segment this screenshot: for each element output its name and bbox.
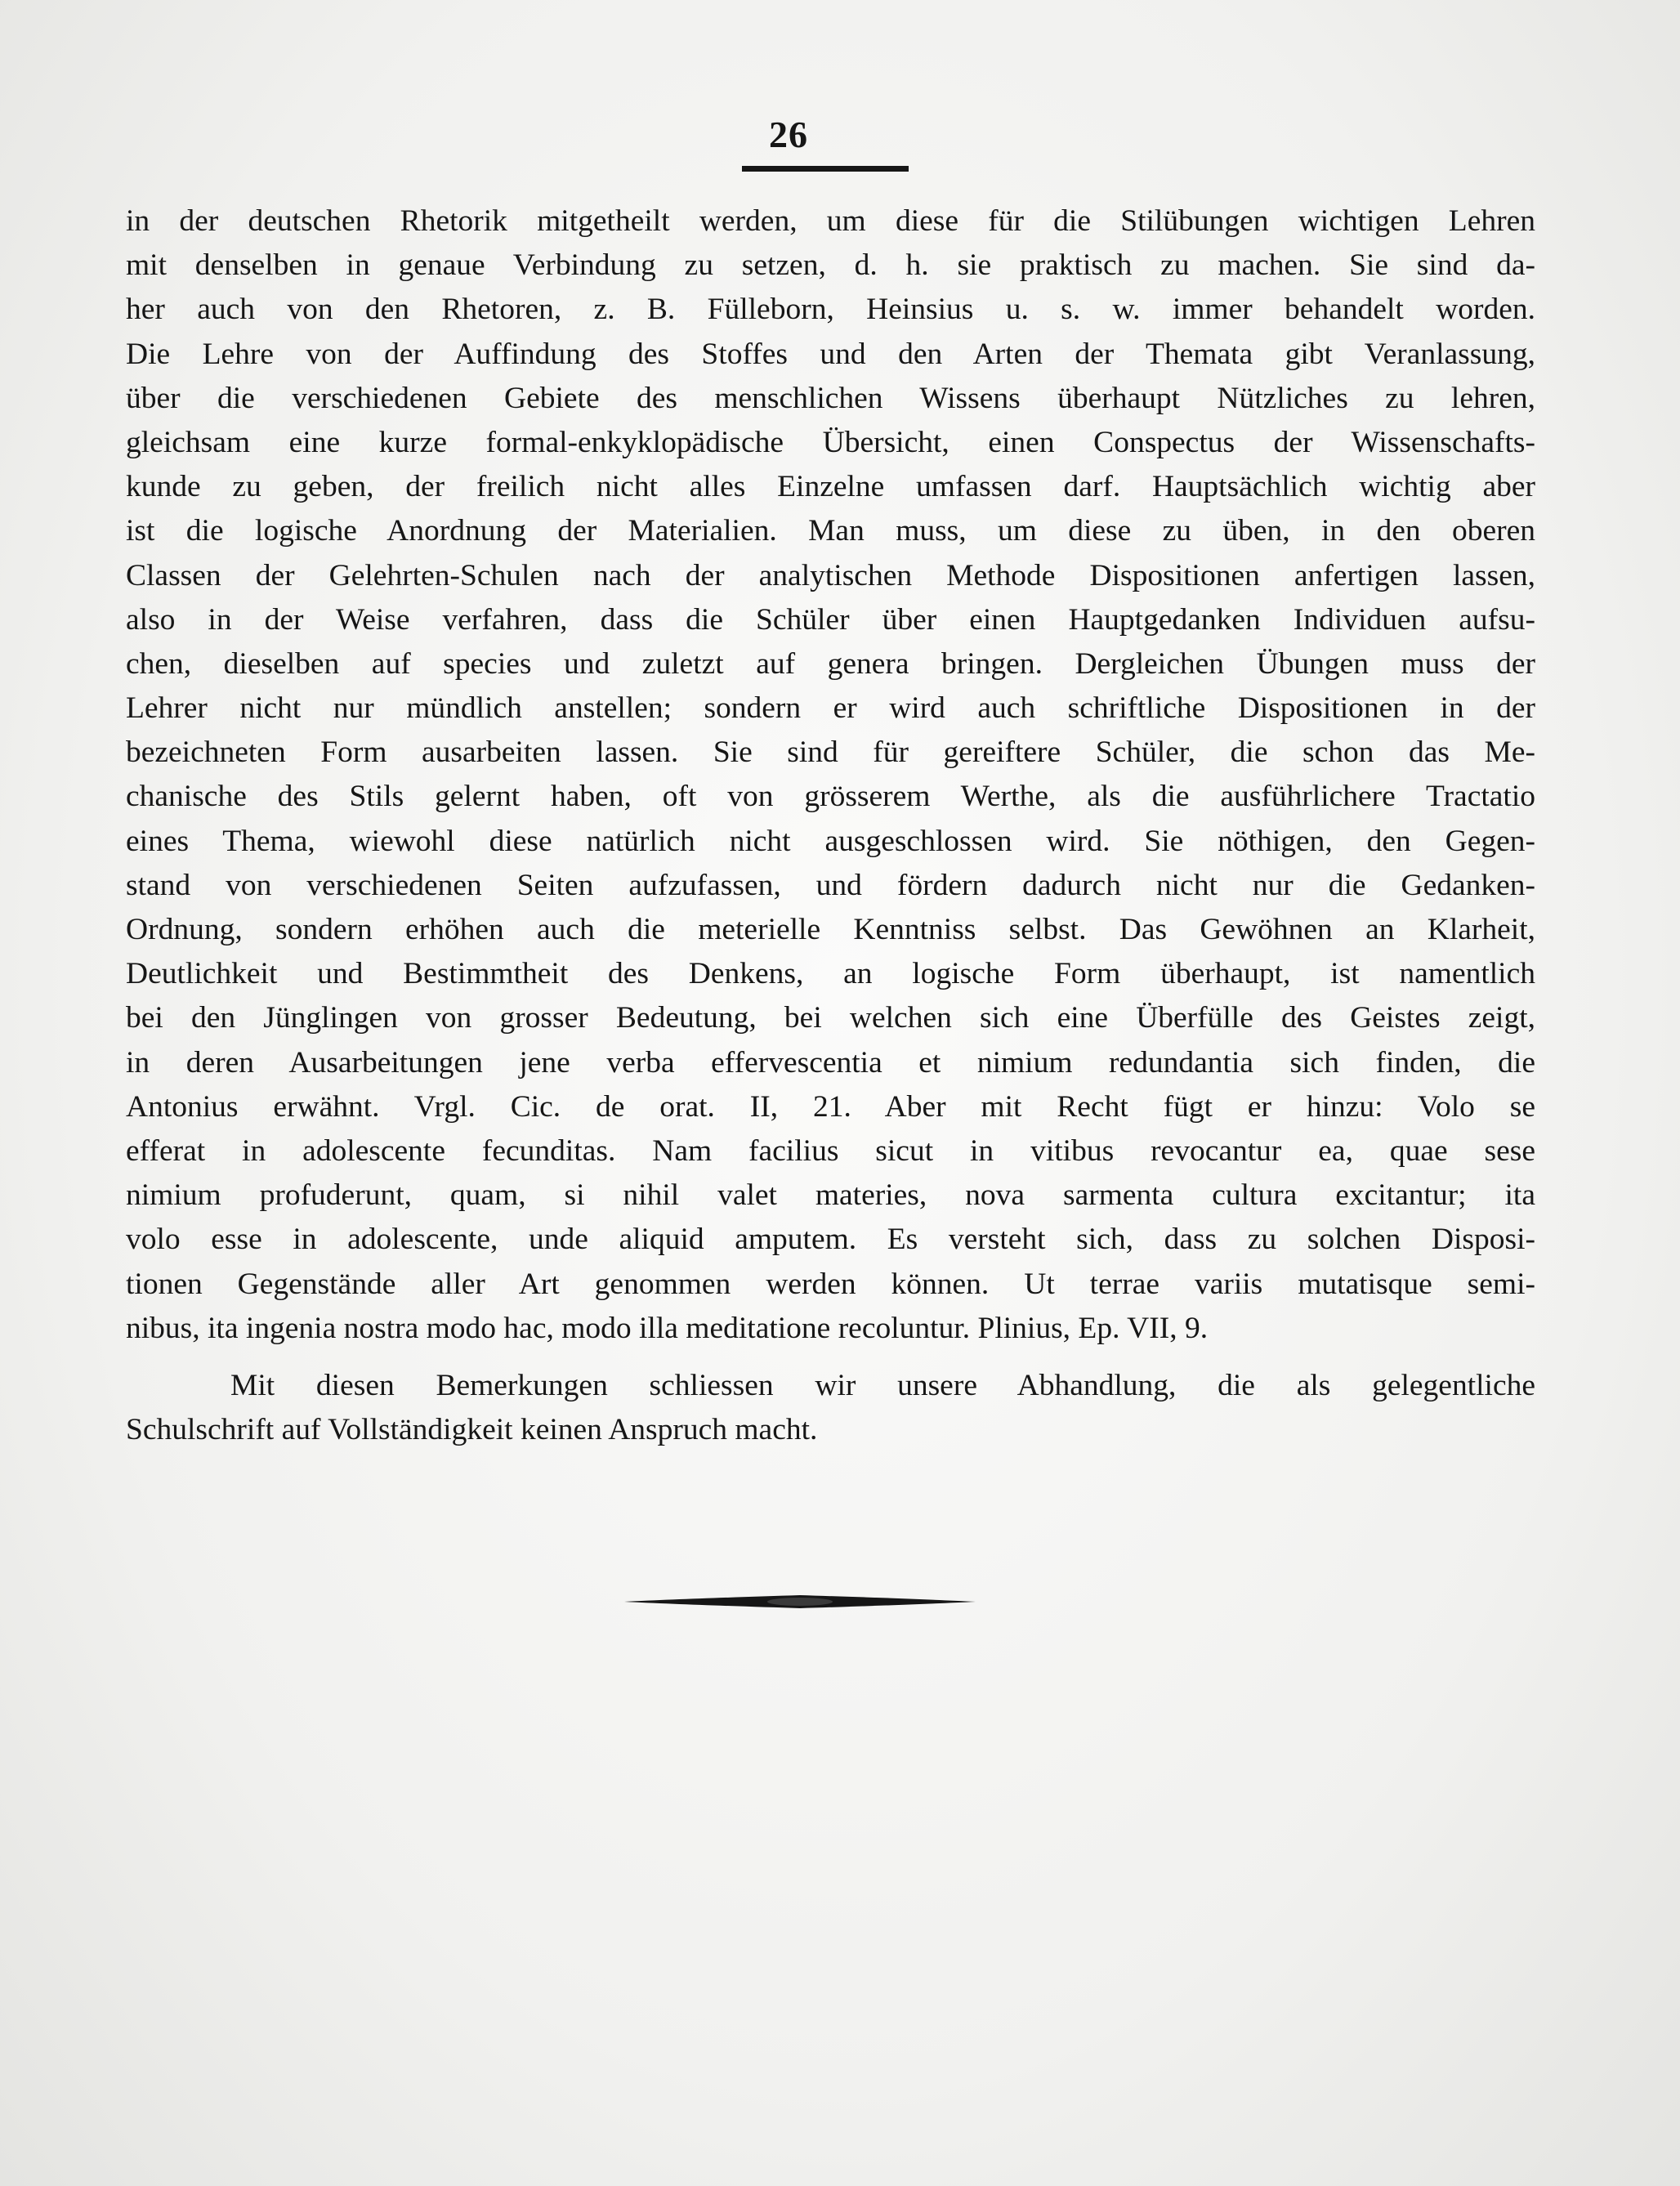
text-line: Schulschrift auf Vollständigkeit keinen Anspruch macht. [126,1413,818,1447]
text-line: Antonius erwähnt. Vrgl. Cic. de orat. II, 21. Aber mit Recht fügt er hinzu: Volo se [126,1089,1535,1124]
text-line: Lehrer nicht nur mündlich anstellen; sondern er wird auch schriftliche Dispositionen in der [126,691,1535,726]
text-line: volo esse in adolescente, unde aliquid amputem. Es versteht sich, dass zu solchen Disposi- [126,1223,1535,1257]
header-rule [742,166,909,172]
text-line: über die verschiedenen Gebiete des menschlichen Wissens überhaupt Nützliches zu lehren, [126,381,1535,415]
text-line: gleichsam eine kurze formal-enkyklopädische Übersicht, einen Conspectus der Wissenschafts- [126,425,1535,459]
body-text [126,199,1535,1452]
text-line: chen, dieselben auf species und zuletzt auf genera bringen. Dergleichen Übungen muss der [126,646,1535,681]
text-line: Ordnung, sondern erhöhen auch die meterielle Kenntniss selbst. Das Gewöhnen an Klarheit, [126,913,1535,946]
text-line: nimium profuderunt, quam, si nihil valet materies, nova sarmenta cultura excitantur; ita [126,1178,1535,1213]
text-line: Deutlichkeit und Bestimmtheit des Denkens, an logische Form überhaupt, ist namentlich [126,957,1535,991]
text-line: kunde zu geben, der freilich nicht alles Einzelne umfassen darf. Hauptsächlich wichtig aber [126,470,1535,504]
text-line: chanische des Stils gelernt haben, oft von grösserem Werthe, als die ausführlichere Tractatio [126,780,1535,814]
text-line: also in der Weise verfahren, dass die Schüler über einen Hauptgedanken Individuen aufsu- [126,602,1535,637]
text-line: mit denselben in genaue Verbindung zu setzen, d. h. sie praktisch zu machen. Sie sind da- [126,248,1535,283]
show-through-bleed [135,1455,1565,1764]
text-line: eines Thema, wiewohl diese natürlich nicht ausgeschlossen wird. Sie nöthigen, den Gegen- [126,824,1535,858]
text-line: bei den Jünglingen von grosser Bedeutung, bei welchen sich eine Überfülle des Geistes zeigt, [126,1001,1535,1035]
text-line: ist die logische Anordnung der Materialien. Man muss, um diese zu üben, in den oberen [126,514,1535,548]
text-line: Mit diesen Bemerkungen schliessen wir unsere Abhandlung, die als gelegentliche [230,1368,1535,1402]
page-number: 26 [769,114,808,155]
text-line: nibus, ita ingenia nostra modo hac, modo illa meditatione recoluntur. Plinius, Ep. VII, 9. [126,1311,1209,1345]
text-line: efferat in adolescente fecunditas. Nam facilius sicut in vitibus revocantur ea, quae sese [126,1133,1535,1168]
text-line: in der deutschen Rhetorik mitgetheilt werden, um diese für die Stilübungen wichtigen Lehren [126,204,1535,238]
text-line: bezeichneten Form ausarbeiten lassen. Sie sind für gereiftere Schüler, die schon das Me- [126,735,1535,770]
paragraph-gap [126,1351,1535,1364]
text-line: stand von verschiedenen Seiten aufzufassen, und fördern dadurch nicht nur die Gedanken- [126,868,1535,902]
text-line: tionen Gegenstände aller Art genommen werden können. Ut terrae variis mutatisque semi- [126,1267,1535,1301]
text-line: in deren Ausarbeitungen jene verba effervescentia et nimium redundantia sich finden, die [126,1045,1535,1080]
text-line: Classen der Gelehrten-Schulen nach der analytischen Methode Dispositionen anfertigen lassen, [126,558,1535,592]
text-line: Die Lehre von der Auffindung des Stoffes und den Arten der Themata gibt Veranlassung, [126,337,1535,371]
text-line: her auch von den Rhetoren, z. B. Fülleborn, Heinsius u. s. w. immer behandelt worden. [126,293,1535,327]
